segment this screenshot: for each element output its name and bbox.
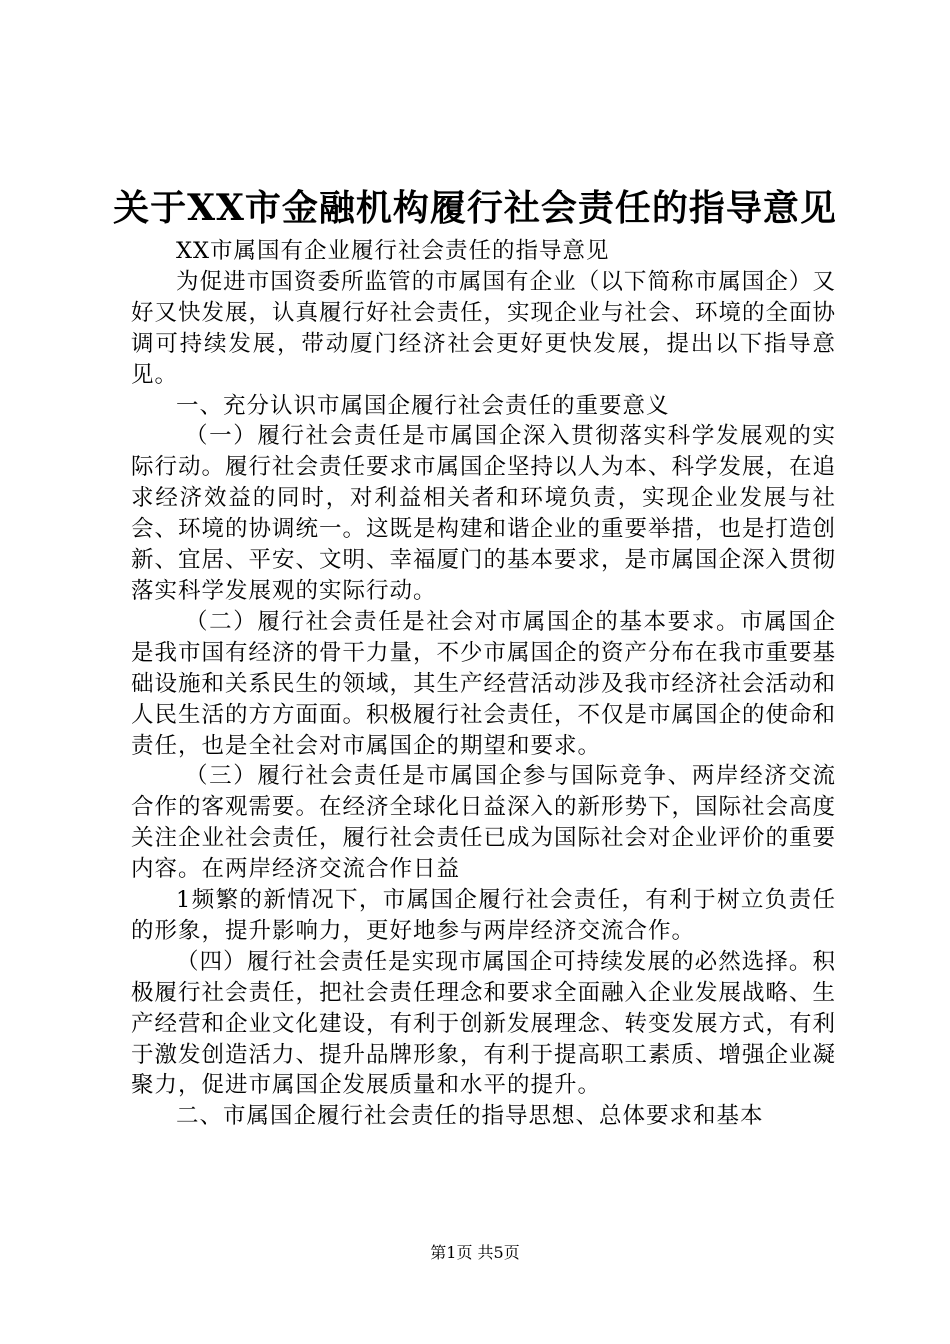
- section-heading-1: 一、充分认识市属国企履行社会责任的重要意义: [176, 392, 670, 419]
- paragraph-item-1: （一）履行社会责任是市属国企深入贯彻落实科学发展观的实际行动。履行社会责任要求市属国企坚持以人为本、科学发展，在追求经济效益的同时，对利益相关者和环境负责，实现企业发展与社会、环境的协调统一。这既是构建和谐企业的重要举措，也是打造创新、宜居、平安、文明、幸福厦门的基本要求，是市属国企深入贯彻落实科学发展观的实际行动。: [131, 423, 837, 604]
- paragraph-item-3-continued: 1频繁的新情况下，市属国企履行社会责任，有利于树立负责任的形象，提升影响力，更好地参与两岸经济交流合作。: [131, 887, 836, 944]
- paragraph-subtitle: XX市属国有企业履行社会责任的指导意见: [176, 238, 610, 264]
- paragraph-item-2: （二）履行社会责任是社会对市属国企的基本要求。市属国企是我市国有经济的骨干力量，不少市属国企的资产分布在我市重要基础设施和关系民生的领域，其生产经营活动涉及我市经济社会活动和人民生活的方方面面。积极履行社会责任，不仅是市属国企的使命和责任，也是全社会对市属国企的期望和要求。: [131, 608, 837, 759]
- document-title: 关于XX市金融机构履行社会责任的指导意见: [113, 187, 837, 229]
- section-heading-2: 二、市属国企履行社会责任的指导思想、总体要求和基本: [176, 1103, 764, 1130]
- paragraph-intro: 为促进市国资委所监管的市属国有企业（以下简称市属国企）又好又快发展，认真履行好社会责任，实现企业与社会、环境的全面协调可持续发展，带动厦门经济社会更好更快发展，提出以下指导意见。: [131, 268, 837, 388]
- page-footer: 第1页 共5页: [430, 1243, 520, 1262]
- document-body: [131, 236, 836, 1132]
- paragraph-item-3: （三）履行社会责任是市属国企参与国际竞争、两岸经济交流合作的客观需要。在经济全球化日益深入的新形势下，国际社会高度关注企业社会责任，履行社会责任已成为国际社会对企业评价的重要内容。在两岸经济交流合作日益: [131, 763, 837, 883]
- paragraph-item-4: （四）履行社会责任是实现市属国企可持续发展的必然选择。积极履行社会责任，把社会责任理念和要求全面融入企业发展战略、生产经营和企业文化建设，有利于创新发展理念、转变发展方式，有利于激发创造活力、提升品牌形象，有利于提高职工素质、增强企业凝聚力，促进市属国企发展质量和水平的提升。: [131, 948, 837, 1099]
